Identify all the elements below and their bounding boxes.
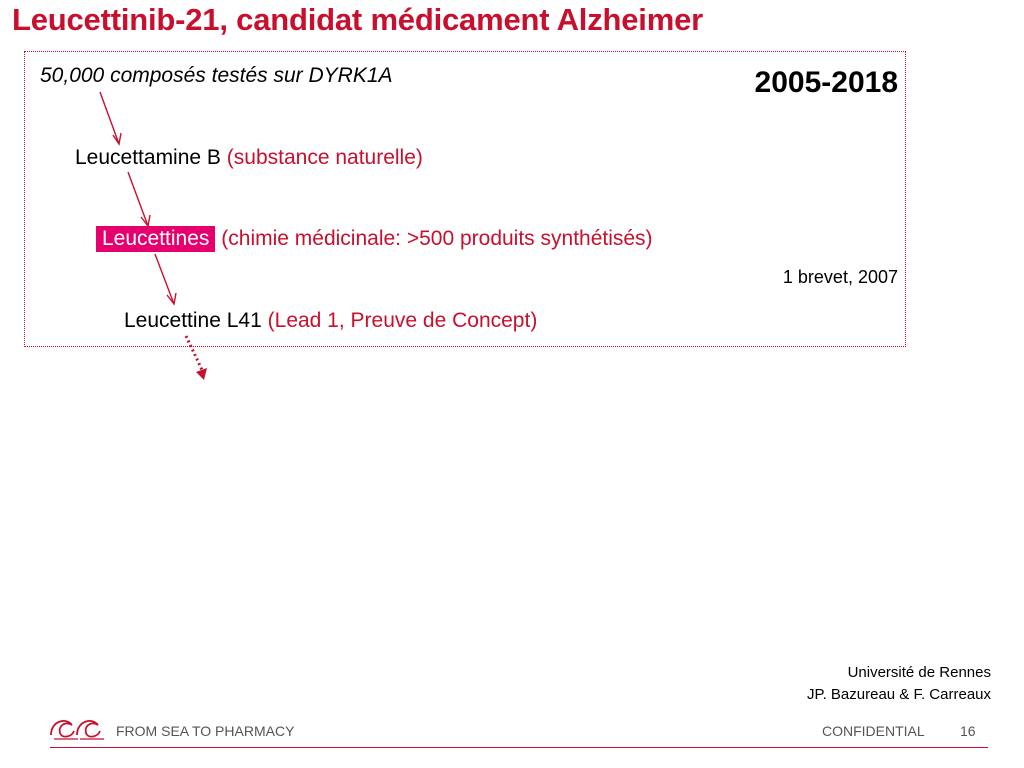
slide-title: Leucettinib-21, candidat médicament Alzheimer [12,2,703,37]
waves-logo-icon [48,713,106,743]
step-leucettines-name: Leucettines [96,226,215,252]
step-l41-name: Leucettine L41 [124,309,262,332]
arrow-dotted-head [196,368,207,380]
footer-confidential: CONFIDENTIAL [822,723,925,739]
period-label: 2005-2018 [754,66,898,99]
credit-authors: JP. Bazureau & F. Carreaux [807,686,991,703]
footer-divider [50,747,988,748]
credit-university: Université de Rennes [847,664,991,681]
page-number: 16 [960,723,976,739]
step-leucettines [96,227,653,251]
patent-label: 1 brevet, 2007 [782,267,898,287]
footer-tagline: FROM SEA TO PHARMACY [116,723,295,739]
step-screening: 50,000 composés testés sur DYRK1A [40,64,393,87]
step-leucettamine [75,146,423,170]
step-leucettamine-name: Leucettamine B [75,146,221,169]
step-leucettines-note: (chimie médicinale: >500 produits synthétisés) [221,227,653,250]
step-leucettamine-note: (substance naturelle) [226,146,423,169]
step-l41 [124,309,537,333]
step-l41-note: (Lead 1, Preuve de Concept) [267,309,538,332]
